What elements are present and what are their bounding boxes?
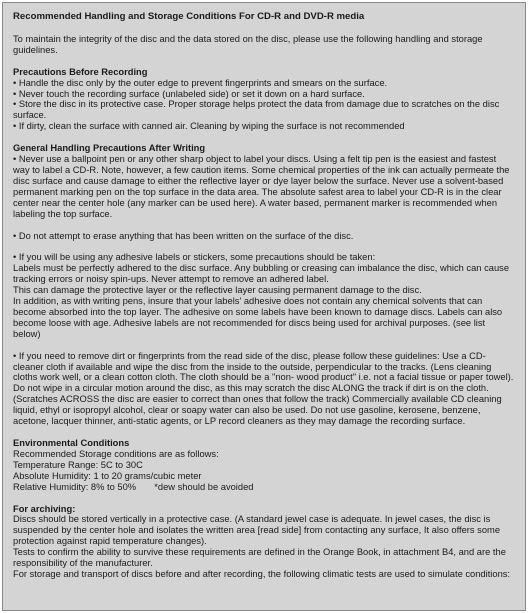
document-title: Recommended Handling and Storage Conditions For CD-R and DVD-R media: [13, 11, 365, 22]
erase-paragraph: • Do not attempt to erase anything that has been written on the surface of the disc.: [13, 230, 354, 241]
adhesive-line: • If you will be using any adhesive labels or stickers, some precautions should be taken:: [13, 252, 376, 263]
list-item: • Handle the disc only by the outer edge to prevent fingerprints and smears on the surface.: [13, 77, 388, 88]
cleaning-paragraph: • If you need to remove dirt or fingerprints from the read side of the disc, please follow these guidelines: Use a CD-cleaner cloth if available and wipe the disc from the inside to the outside, perpendicular to the tracks. (Lens cleaning cloths work well, or a clean cotton cloth. The cloth should be a "non- wood product" i.e. not a facial tissue or paper towel). Do not wipe in a circular motion around the disc, as this may scratch the disc ALONG the track if dirt is on the cloth. (Scratches ACROSS the disc are easier to correct than ones that follow the track) Commercially available CD cleaning liquid, ethyl or isopropyl alcohol, clear or soapy water can also be used. Do not use gasoline, kerosene, benzene, acetone, lacquer thinner, anti-static agents, or LP record cleaners as they may damage the recording surface.: [13, 350, 514, 427]
spacer: [13, 241, 515, 252]
labeling-paragraph: • Never use a ballpoint pen or any other sharp object to label your discs. Using a felt tip pen is the easiest and fastest way to label a CD-R. Note, however, a few caution items. Some chemical properties of the ink can actually permeate the disc surface and cause damage to either the reflective layer or dye layer below the surface. Never use a solvent-based permanent marking pen on the top surface in the data area. The absolute safest area to label your CD-R is in the clear center near the center hole (any marker can be used here). A water based, permanent marker is recommended when labeling the top surface.: [13, 154, 510, 219]
env-line: Absolute Humidity: 1 to 20 grams/cubic meter: [13, 470, 202, 481]
spacer: [13, 132, 515, 143]
list-item: • Never touch the recording surface (unlabeled side) or set it down on a hard surface.: [13, 88, 365, 99]
section-heading-before-recording: Precautions Before Recording: [13, 66, 148, 77]
env-line: Recommended Storage conditions are as follows:: [13, 448, 219, 459]
spacer: [13, 220, 515, 231]
adhesive-line: Labels must be perfectly adhered to the disc surface. Any bubbling or creasing can imbalance the disc, which can cause tracking errors or noisy spin-ups. Never attempt to remove an adhered label.: [13, 263, 510, 285]
spacer: [13, 427, 515, 438]
adhesive-line: This can damage the protective layer or the reflective layer causing permanent damage to the disc.: [13, 285, 422, 296]
spacer: [13, 56, 515, 67]
section-heading-general-handling: General Handling Precautions After Writing: [13, 143, 206, 154]
spacer: [13, 493, 515, 504]
env-line: Relative Humidity: 8% to 50% *dew should be avoided: [13, 481, 254, 492]
document-panel: [2, 2, 526, 611]
list-item: • Store the disc in its protective case. Proper storage helps protect the data from damage due to scratches on the disc surface.: [13, 99, 500, 121]
archive-line: Tests to confirm the ability to survive these requirements are defined in the Orange Book, in attachment B4, and are the responsibility of the manufacturer.: [13, 547, 506, 569]
adhesive-line: In addition, as with writing pens, insure that your labels' adhesive does not contain any chemical solvents that can become absorbed into the top layer. The adhesive on some labels have been known to damage discs. Labels can also become loose with age. Adhesive labels are not recommended for discs being used for archival purposes. (see list below): [13, 296, 503, 339]
intro-paragraph: To maintain the integrity of the disc and the data stored on the disc, please use the following handling and storage guidelines.: [13, 33, 483, 55]
archive-line: For storage and transport of discs before and after recording, the following climatic tests are used to simulate conditions:: [13, 568, 511, 579]
archive-line: Discs should be stored vertically in a protective case. (A standard jewel case is adequate. In jewel cases, the disc is suspended by the center hole and isolates the written area [read side] from contacting any surface, It also offers some protection against rapid temperature changes).: [13, 514, 501, 547]
spacer: [13, 340, 515, 351]
section-heading-environmental: Environmental Conditions: [13, 438, 130, 448]
list-item: • If dirty, clean the surface with canned air. Cleaning by wiping the surface is not recommended: [13, 121, 405, 132]
env-line: Temperature Range: 5C to 30C: [13, 459, 143, 470]
section-heading-archiving: For archiving:: [13, 503, 76, 514]
